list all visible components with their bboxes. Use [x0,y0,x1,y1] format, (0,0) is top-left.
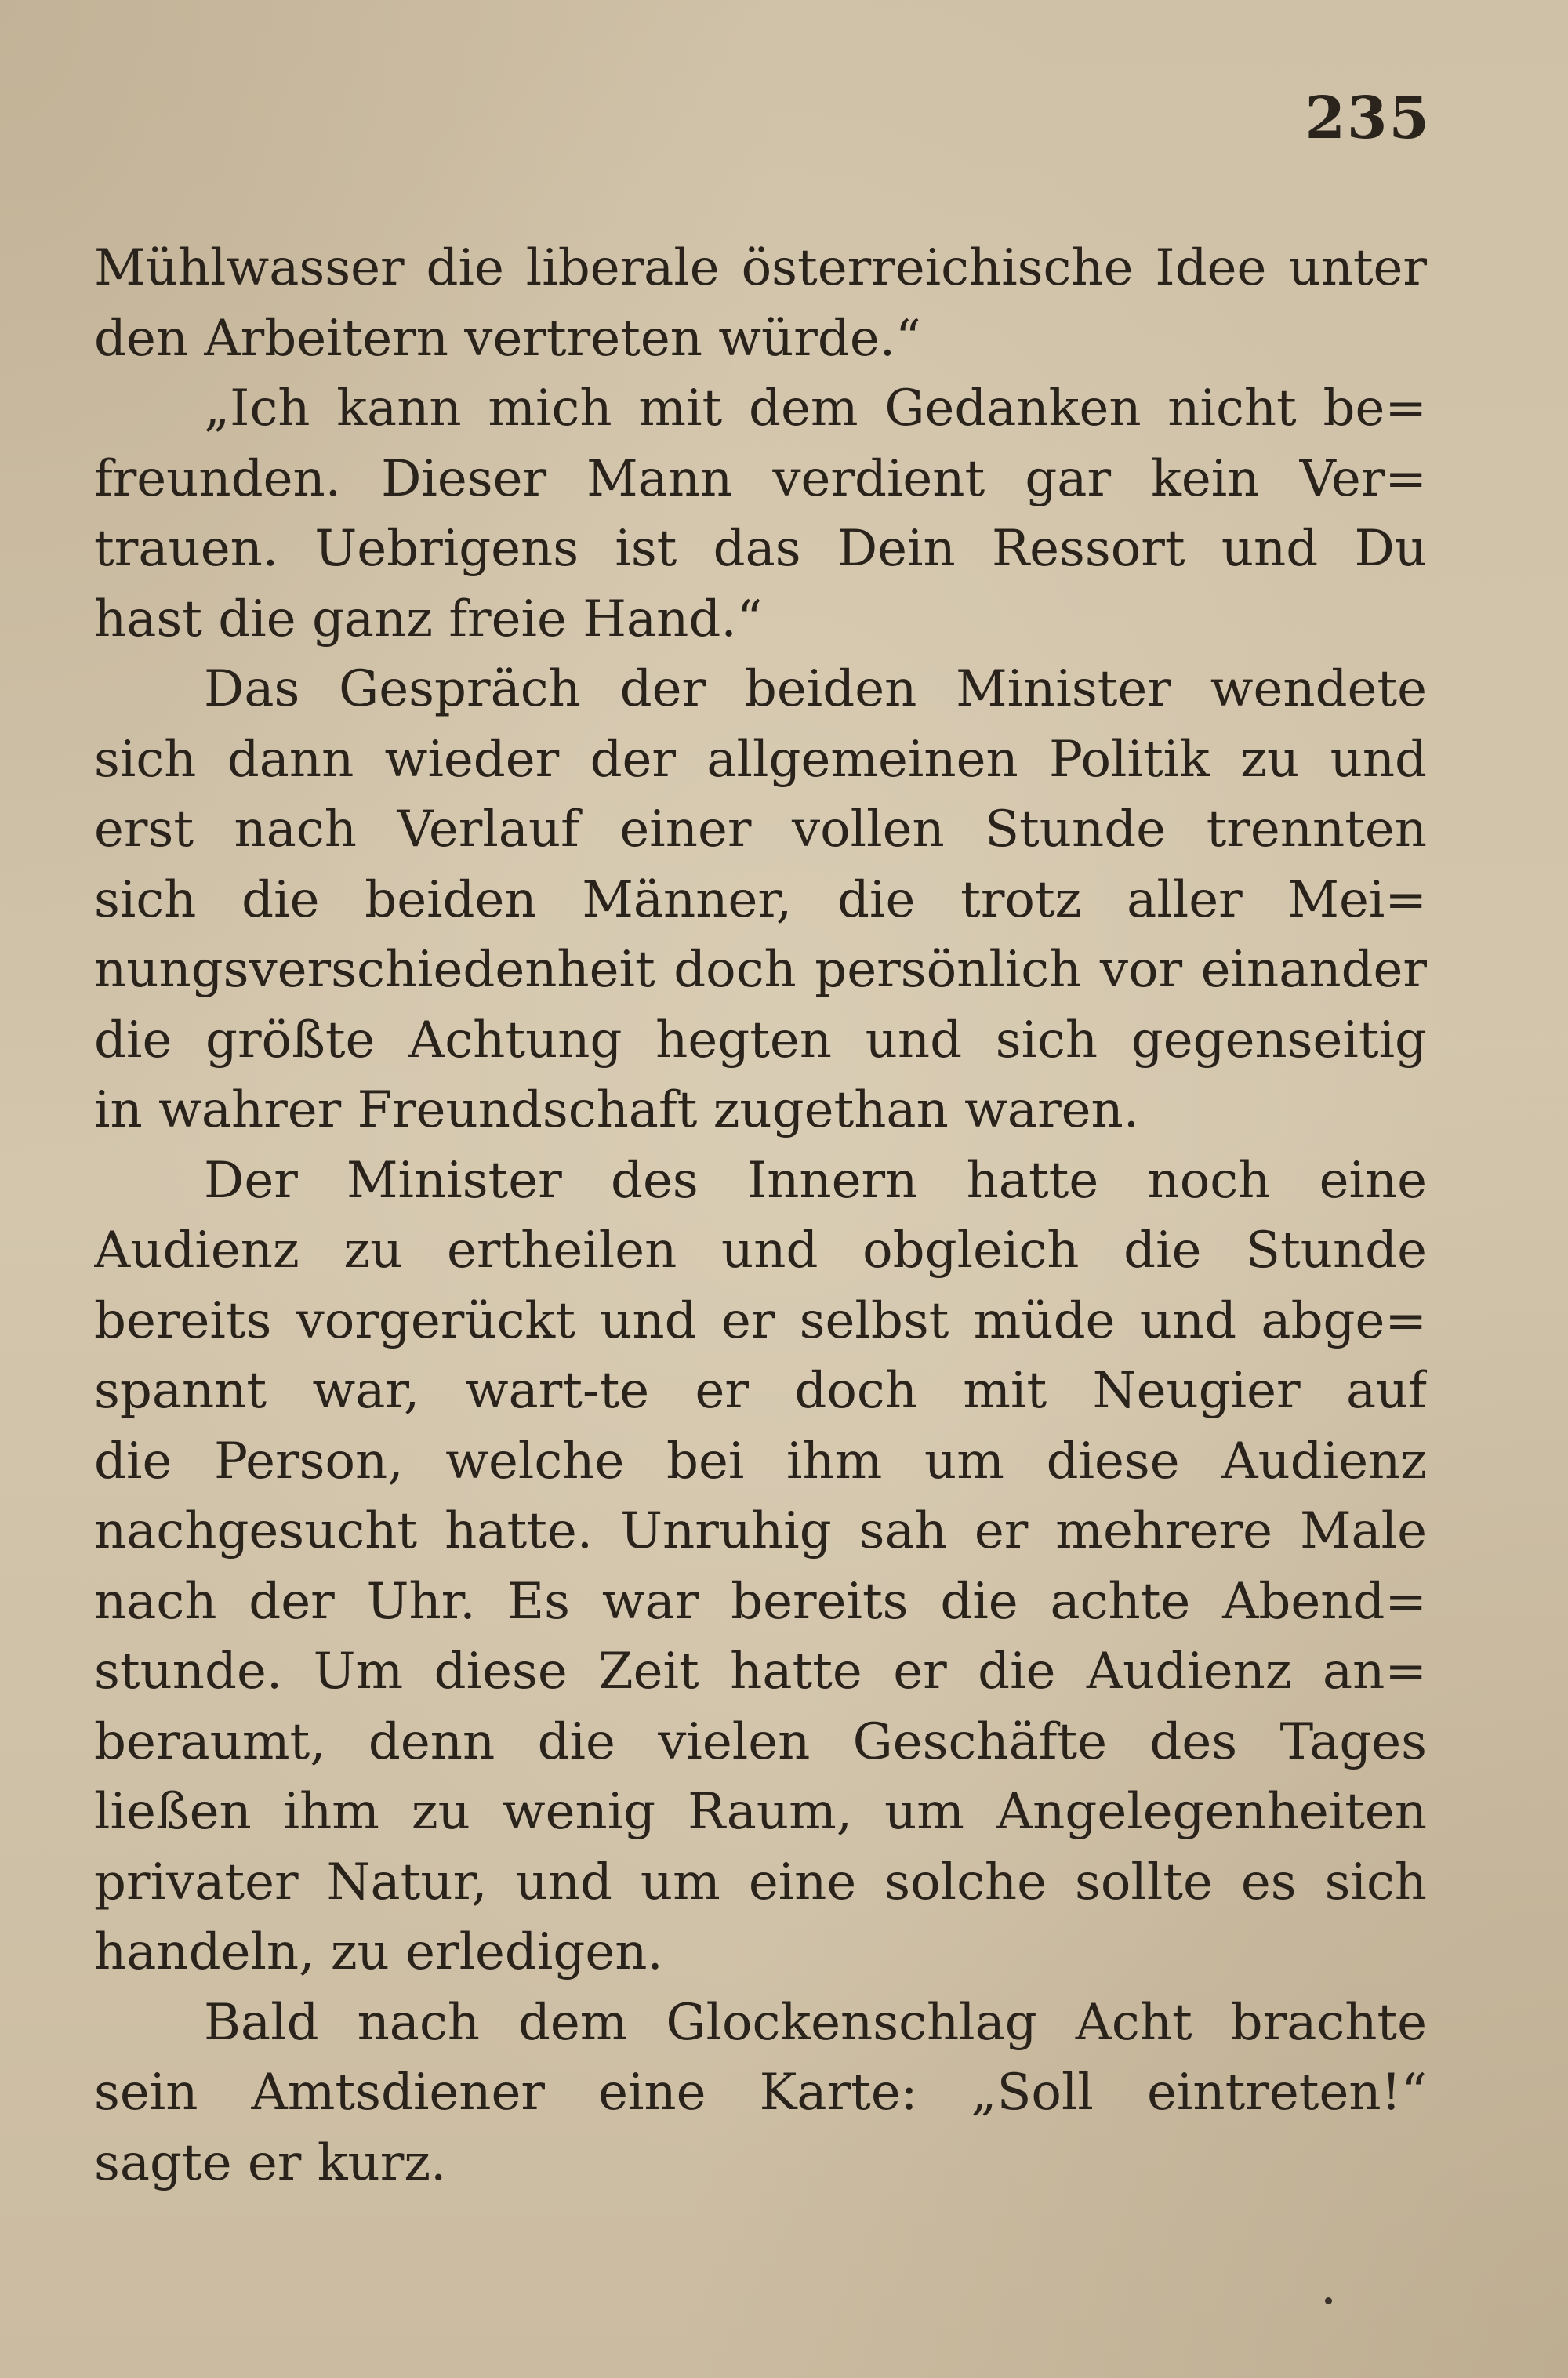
text-line: Das Gespräch der beiden Minister wendete [204,660,1427,718]
text-line: sich die beiden Männer, die trotz aller Mei= [94,870,1427,929]
text-line: nungsverschiedenheit doch persönlich vor einander [94,941,1427,999]
text-line: spannt war, wart-te er doch mit Neugier auf [94,1362,1427,1420]
text-line: „Ich kann mich mit dem Gedanken nicht be= [204,379,1427,437]
text-line: die größte Achtung hegten und sich gegenseitig [94,1011,1427,1069]
text-line: hast die ganz freie Hand.“ [94,590,763,648]
text-line: den Arbeitern vertreten würde.“ [94,309,921,368]
body-text [94,234,1427,2198]
text-line: beraumt, denn die vielen Geschäfte des Tages [94,1712,1427,1771]
page-number: 235 [1305,85,1431,152]
text-line: erst nach Verlauf einer vollen Stunde trennten [94,801,1427,859]
text-line: nach der Uhr. Es war bereits die achte Abend= [94,1572,1427,1631]
text-line: die Person, welche bei ihm um diese Audienz [94,1432,1427,1490]
text-line: Audienz zu ertheilen und obgleich die Stunde [94,1222,1427,1280]
text-line: stunde. Um diese Zeit hatte er die Audienz an= [94,1643,1427,1701]
text-line: freunden. Dieser Mann verdient gar kein Ver= [94,449,1427,508]
text-line: handeln, zu erledigen. [94,1923,663,1981]
text-line: bereits vorgerückt und er selbst müde und abge= [94,1291,1427,1350]
text-line: trauen. Uebrigens ist das Dein Ressort und Du [94,520,1427,578]
ink-speck [1325,2297,1332,2304]
text-line: Bald nach dem Glockenschlag Acht brachte [204,1993,1427,2052]
text-line: sich dann wieder der allgemeinen Politik zu und [94,730,1427,789]
text-line: ließen ihm zu wenig Raum, um Angelegenheiten [94,1783,1427,1841]
text-line: nachgesucht hatte. Unruhig sah er mehrere Male [94,1502,1427,1560]
text-line: in wahrer Freundschaft zugethan waren. [94,1081,1140,1139]
text-line: Mühlwasser die liberale österreichische Idee unter [94,239,1427,297]
text-line: Der Minister des Innern hatte noch eine [204,1151,1427,1210]
text-line: sein Amtsdiener eine Karte: „Soll eintreten!“ [94,2064,1427,2122]
text-line: privater Natur, und um eine solche sollte es sich [94,1853,1427,1911]
text-line: sagte er kurz. [94,2133,447,2192]
